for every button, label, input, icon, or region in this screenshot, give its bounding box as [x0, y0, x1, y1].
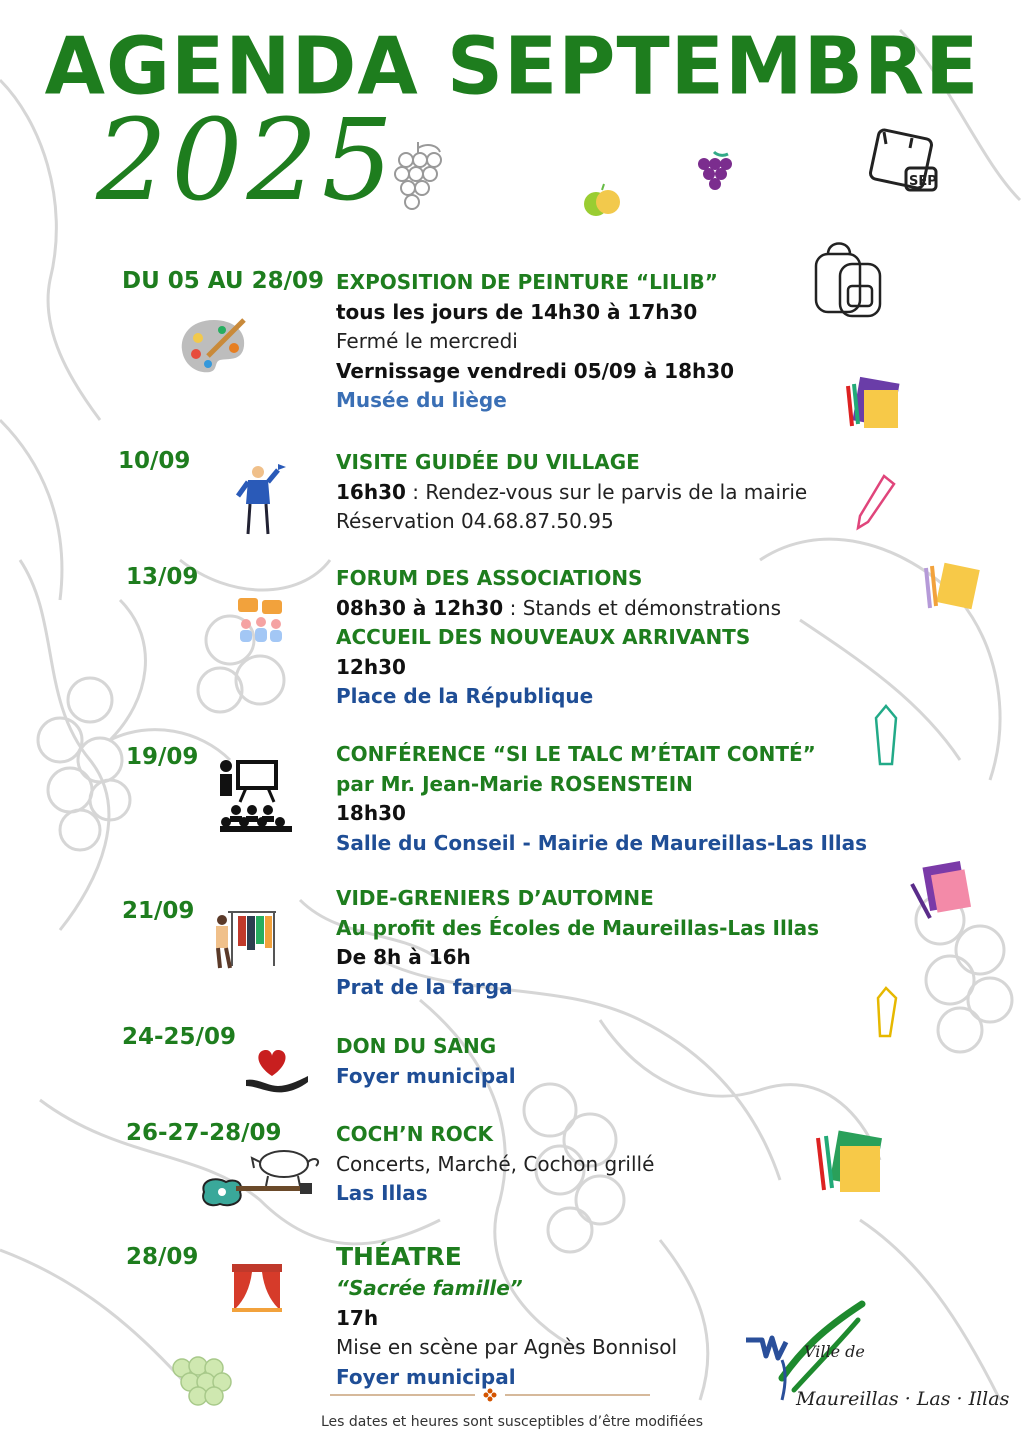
logo-text-ville: Ville de	[804, 1342, 865, 1361]
guitar-pig-icon	[196, 1146, 328, 1212]
event-date: 28/09	[126, 1244, 199, 1270]
logo-text-town: Maureillas · Las · Illas	[796, 1388, 1010, 1410]
notebooks-purple-icon	[908, 858, 976, 924]
event-play-name: “Sacrée famille”	[336, 1276, 523, 1300]
conference-audience-icon	[216, 758, 296, 832]
event-title: FORUM DES ASSOCIATIONS	[336, 566, 643, 590]
event-time: 17h	[336, 1305, 379, 1330]
event-location: Foyer municipal	[336, 1063, 516, 1088]
tour-guide-icon	[234, 464, 290, 536]
event-description: Concerts, Marché, Cochon grillé	[336, 1151, 655, 1176]
event-location: Musée du liège	[336, 388, 507, 412]
event-title: THÉATRE	[336, 1242, 462, 1271]
event-date: DU 05 AU 28/09	[122, 268, 324, 294]
event-director: Mise en scène par Agnès Bonnisol	[336, 1335, 678, 1359]
calendar-sep-icon	[868, 124, 940, 200]
event-date: 19/09	[126, 744, 199, 770]
sticky-notes-icon	[920, 560, 986, 614]
event-date: 24-25/09	[122, 1024, 236, 1050]
grapes-sketch-icon	[388, 138, 448, 218]
event-time: 18h30	[336, 801, 406, 825]
event-date: 13/09	[126, 564, 199, 590]
community-discussion-icon	[236, 596, 286, 644]
event-schedule: tous les jours de 14h30 à 17h30	[336, 299, 698, 324]
page-year: 2025	[96, 96, 398, 226]
event-subtitle: ACCUEIL DES NOUVEAUX ARRIVANTS	[336, 625, 751, 649]
event-reservation: Réservation 04.68.87.50.95	[336, 509, 614, 533]
apples-icon	[580, 182, 624, 218]
event-meeting-point: : Rendez-vous sur le parvis de la mairie	[405, 479, 808, 504]
event-description: : Stands et démonstrations	[503, 595, 781, 620]
event-vernissage: Vernissage vendredi 05/09 à 18h30	[336, 358, 735, 383]
event-note: Fermé le mercredi	[336, 329, 518, 353]
event-time: 16h30	[336, 479, 406, 504]
event-location: Place de la République	[336, 684, 594, 708]
event-subtime: 12h30	[336, 654, 406, 679]
event-location: Las Illas	[336, 1181, 428, 1205]
event-title: DON DU SANG	[336, 1034, 497, 1058]
event-location: Prat de la farga	[336, 974, 513, 999]
event-title: VIDE-GRENIERS D’AUTOMNE	[336, 886, 654, 910]
event-date: 26-27-28/09	[126, 1120, 282, 1146]
event-date: 21/09	[122, 898, 195, 924]
footer-disclaimer: Les dates et heures sont susceptibles d’être modifiées	[320, 1414, 704, 1430]
event-location: Foyer municipal	[336, 1364, 516, 1389]
svg-text:SEP: SEP	[909, 174, 937, 189]
paint-palette-icon	[178, 316, 250, 378]
clothes-rack-icon	[214, 906, 278, 970]
event-time: 08h30 à 12h30	[336, 595, 504, 620]
event-beneficiary: Au profit des Écoles de Maureillas-Las Illas	[336, 915, 820, 940]
event-date: 10/09	[118, 448, 191, 474]
heart-in-hand-icon	[244, 1046, 310, 1096]
event-speaker: par Mr. Jean-Marie ROSENSTEIN	[336, 771, 693, 796]
green-grapes-icon	[168, 1352, 242, 1410]
event-time: De 8h à 16h	[336, 945, 471, 969]
event-title: VISITE GUIDÉE DU VILLAGE	[336, 450, 640, 474]
event-title: EXPOSITION DE PEINTURE “LILIB”	[336, 270, 718, 294]
event-title: COCH’N ROCK	[336, 1122, 493, 1146]
page-title: AGENDA SEPTEMBRE	[44, 21, 980, 113]
event-location: Salle du Conseil - Mairie de Maureillas-Las Illas	[336, 830, 868, 855]
event-title: CONFÉRENCE “SI LE TALC M’ÉTAIT CONTÉ”	[336, 742, 816, 766]
purple-grapes-icon	[694, 150, 736, 194]
theatre-curtain-icon	[232, 1264, 282, 1312]
